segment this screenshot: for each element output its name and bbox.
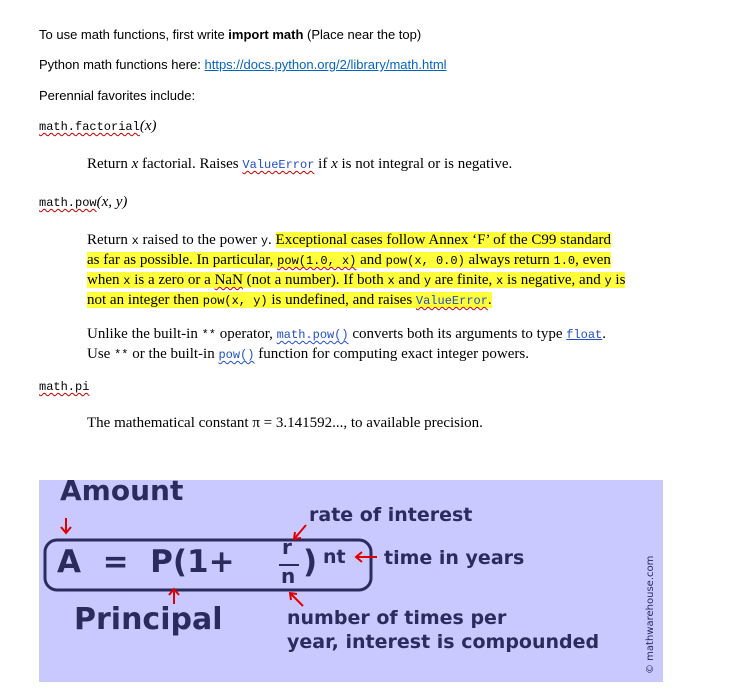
pow-line-1 [87,231,677,251]
text: raised to the power [138,232,261,248]
valueerror-link[interactable]: ValueError [415,294,488,308]
label-rate: rate of interest [309,504,473,526]
formula-n: n [281,564,296,588]
pow-link[interactable]: pow() [218,348,255,362]
code-pow-x-y: pow(x, y) [202,294,268,308]
formula-right-paren: ) [303,544,318,580]
highlight-text: is [611,272,626,288]
code-pow-1-x: pow(1.0, x) [277,254,357,268]
text: function for computing exact integer powers. [254,346,529,362]
factorial-signature [39,117,156,136]
code-power-op: ** [201,328,216,342]
pow-line-2 [87,251,677,271]
highlight-text: is negative, and [503,272,605,288]
code-y: y [604,274,612,288]
arrow-n [291,594,303,606]
pow-line-4 [87,291,677,311]
highlight-text: . [487,292,492,308]
highlight-text: is undefined, and raises [267,292,416,308]
highlight-text: is a zero or a [130,272,215,288]
float-link[interactable]: float [566,328,603,342]
docs-link[interactable]: https://docs.python.org/2/library/math.html [204,57,447,72]
label-time: time in years [384,547,525,569]
label-amount: Amount [60,480,184,507]
formula-r: r [282,535,292,559]
highlight-text: Exceptional cases follow Annex ‘F’ of the C99 standard [275,232,612,248]
text: Use [87,346,115,362]
intro-import-math: import math [228,27,304,42]
text: operator, [215,326,277,342]
intro-docs-label: Python math functions here: [39,57,205,72]
pow-line-3 [87,271,677,291]
text: if [314,156,332,172]
factorial-args: (x) [139,118,157,134]
highlight-text: and [394,272,424,288]
compound-interest-formula-image [39,480,663,682]
text: Return [87,232,132,248]
code-power-op: ** [114,348,129,362]
highlight-text: as far as possible. In particular, [87,252,278,268]
intro-line-1 [39,27,421,42]
arrow-rate [295,525,306,538]
highlight-text: are finite, [431,272,497,288]
highlight-text: always return [464,252,554,268]
factorial-name: math.factorial [39,120,140,134]
highlight-text: when [87,272,124,288]
code-1-0: 1.0 [553,254,576,268]
pow-name: math.pow [39,196,97,210]
pow-note [87,325,677,365]
pow-args: (x, y) [96,194,128,210]
var-x: x [331,156,338,172]
label-times-1: number of times per [287,607,507,629]
code-y: y [260,234,269,248]
nan-text: NaN [214,272,243,288]
label-times-2: year, interest is compounded [287,631,600,653]
var-x: x [131,156,139,172]
pow-note-line-1 [87,325,677,345]
intro-line-2 [39,57,447,72]
pi-signature: math.pi [39,380,90,394]
text: or the built-in [128,346,219,362]
highlight-text: not an integer then [87,292,203,308]
text: is not integral or is negative. [337,156,513,172]
formula-left: A = P(1+ [57,544,235,580]
watermark: © mathwarehouse.com [645,555,656,674]
pow-signature [39,193,127,212]
intro-line-3: Perennial favorites include: [39,88,196,103]
math-pow-link[interactable]: math.pow() [276,328,349,342]
highlight-text: (not a number). If both [242,272,388,288]
text: Unlike the built-in [87,326,202,342]
code-x: x [123,274,131,288]
highlight-text: , even [575,252,611,268]
text: Return [87,156,132,172]
code-x: x [131,234,139,248]
text: factorial. Raises [138,156,243,172]
text: . [268,232,276,248]
intro-note: (Place near the top) [303,27,422,42]
label-principal: Principal [74,602,223,637]
pi-description: The mathematical constant π = 3.141592..., to available precision. [87,415,483,431]
valueerror-link[interactable]: ValueError [242,158,315,172]
code-x: x [496,274,504,288]
code-x: x [387,274,395,288]
factorial-description [87,155,512,175]
code-pow-x-0: pow(x, 0.0) [385,254,465,268]
highlight-text: and [356,252,386,268]
text: . [602,326,607,342]
text: converts both its arguments to type [348,326,567,342]
intro-text: To use math functions, first write [39,27,229,42]
pow-note-line-2 [87,345,677,365]
formula-exponent: nt [323,546,346,568]
code-y: y [423,274,432,288]
pow-description [87,231,677,311]
